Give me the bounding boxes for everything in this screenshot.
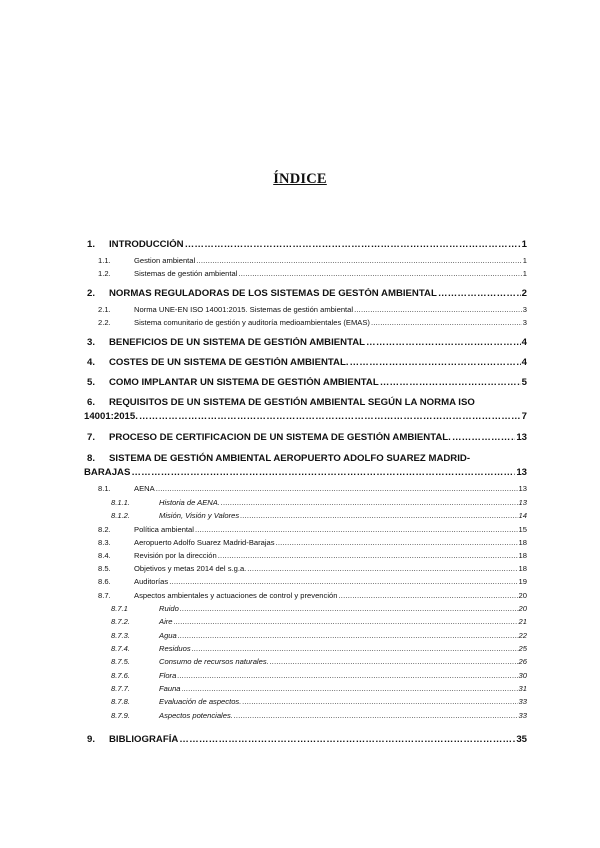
toc-entry-8-1-1[interactable] <box>87 498 527 510</box>
toc-leader <box>192 644 518 653</box>
toc-number: 2. <box>87 288 96 299</box>
toc-title: BENEFICIOS DE UN SISTEMA DE GESTIÓN AMBIENTAL <box>109 337 366 348</box>
toc-number: 3. <box>87 337 96 348</box>
toc-entry-6-line2[interactable] <box>84 411 527 425</box>
toc-leader <box>182 684 518 693</box>
toc-number: 9. <box>87 734 96 745</box>
toc-number: 8.7.2. <box>111 617 130 626</box>
toc-number: 1.2. <box>98 269 111 278</box>
toc-entry-8-7-7[interactable] <box>87 684 527 696</box>
toc-leader <box>240 511 517 520</box>
toc-entry-8-4[interactable] <box>87 551 527 563</box>
toc-leader <box>242 697 517 706</box>
toc-number: 1. <box>87 239 96 250</box>
toc-title: AENA <box>134 484 155 493</box>
toc-entry-3[interactable] <box>87 337 527 351</box>
toc-title: Ruido <box>159 604 179 613</box>
toc-entry-2-2[interactable] <box>87 318 527 330</box>
toc-number: 8.1.2. <box>111 511 130 520</box>
toc-title: INTRODUCCIÓN <box>109 239 184 250</box>
toc-page: 5 <box>521 377 527 388</box>
toc-number: 7. <box>87 432 96 443</box>
toc-page: 4 <box>521 357 527 368</box>
toc-leader <box>380 377 521 388</box>
toc-entry-8-7[interactable] <box>87 591 527 603</box>
toc-number: 8.1. <box>98 484 111 493</box>
toc-page: 13 <box>518 484 527 493</box>
toc-title: Fauna <box>159 684 181 693</box>
toc-number: 8. <box>87 453 96 464</box>
toc-number: 8.7.1 <box>111 604 128 613</box>
toc-title: PROCESO DE CERTIFICACION DE UN SISTEMA DE GESTIÓN AMBIENTAL. <box>109 432 451 443</box>
toc-entry-8-1[interactable] <box>87 484 527 496</box>
toc-entry-8-7-4[interactable] <box>87 644 527 656</box>
toc-number: 8.7.7. <box>111 684 130 693</box>
toc-leader <box>438 288 521 299</box>
toc-number: 4. <box>87 357 96 368</box>
toc-leader <box>196 256 522 265</box>
toc-leader <box>131 467 515 478</box>
toc-entry-8-7-3[interactable] <box>87 631 527 643</box>
toc-page: 1 <box>521 239 527 250</box>
toc-page: 35 <box>516 734 527 745</box>
toc-leader <box>221 498 518 507</box>
toc-page: 14 <box>518 511 527 520</box>
toc-number: 8.4. <box>98 551 111 560</box>
toc-page: 20 <box>518 591 527 600</box>
toc-number: 8.7.9. <box>111 711 130 720</box>
toc-title: BIBLIOGRAFÍA <box>109 734 179 745</box>
toc-title: Agua <box>159 631 177 640</box>
toc-page: 1 <box>522 256 527 265</box>
toc-leader <box>178 631 518 640</box>
toc-page: 1 <box>522 269 527 278</box>
toc-title-continued: BARAJAS <box>84 467 131 478</box>
toc-entry-8-7-5[interactable] <box>87 657 527 669</box>
toc-page: 26 <box>518 657 527 666</box>
toc-leader <box>371 318 522 327</box>
page-title: ÍNDICE <box>273 171 327 187</box>
toc-title: Auditorías <box>134 577 169 586</box>
toc-entry-2[interactable] <box>87 288 527 302</box>
toc-page: 30 <box>518 671 527 680</box>
toc-title: Consumo de recursos naturales. <box>159 657 269 666</box>
toc-leader <box>180 604 518 613</box>
toc-title: NORMAS REGULADORAS DE LOS SISTEMAS DE GESTÓN AMBIENTAL <box>109 288 437 299</box>
toc-number: 1.1. <box>98 256 111 265</box>
toc-page: 2 <box>521 288 527 299</box>
toc-entry-8-7-1[interactable] <box>87 604 527 616</box>
toc-number: 8.7.4. <box>111 644 130 653</box>
toc-title: Aspectos potenciales. <box>159 711 233 720</box>
toc-entry-1-1[interactable] <box>87 256 527 268</box>
toc-number: 5. <box>87 377 96 388</box>
toc-title-continued: 14001:2015. <box>84 411 138 422</box>
toc-number: 8.3. <box>98 538 111 547</box>
toc-entry-5[interactable] <box>87 377 527 391</box>
toc-page: 3 <box>522 305 527 314</box>
toc-page: 18 <box>518 551 527 560</box>
toc-page: 4 <box>521 337 527 348</box>
toc-title: Historia de AENA. <box>159 498 220 507</box>
toc-page: 18 <box>518 538 527 547</box>
toc-entry-8-7-2[interactable] <box>87 617 527 629</box>
toc-entry-8-2[interactable] <box>87 525 527 537</box>
toc-title: COMO IMPLANTAR UN SISTEMA DE GESTIÓN AMBIENTAL <box>109 377 379 388</box>
toc-entry-2-1[interactable] <box>87 305 527 317</box>
toc-page: 3 <box>522 318 527 327</box>
toc-number: 8.7.5. <box>111 657 130 666</box>
toc-entry-9[interactable] <box>87 734 527 748</box>
toc-title: COSTES DE UN SISTEMA DE GESTIÓN AMBIENTAL. <box>109 357 349 368</box>
toc-page: 25 <box>518 644 527 653</box>
toc-leader <box>179 734 515 745</box>
toc-page: 15 <box>518 525 527 534</box>
toc-entry-8-6[interactable] <box>87 577 527 589</box>
toc-page: 21 <box>518 617 527 626</box>
toc-entry-8-5[interactable] <box>87 564 527 576</box>
toc-title: Gestion ambiental <box>134 256 196 265</box>
toc-title: Sistemas de gestión ambiental <box>134 269 238 278</box>
toc-leader <box>185 239 521 250</box>
toc-page: 19 <box>518 577 527 586</box>
toc-entry-1[interactable] <box>87 239 527 253</box>
toc-entry-8-7-6[interactable] <box>87 671 527 683</box>
toc-number: 8.7.3. <box>111 631 130 640</box>
toc-leader <box>218 551 518 560</box>
toc-leader <box>177 671 517 680</box>
toc-entry-7[interactable] <box>87 432 527 446</box>
toc-number: 6. <box>87 397 96 408</box>
toc-title: Evaluación de aspectos. <box>159 697 242 706</box>
toc-entry-8-7-9[interactable] <box>87 711 527 723</box>
toc-number: 8.6. <box>98 577 111 586</box>
toc-title: Flora <box>159 671 177 680</box>
toc-leader <box>350 357 521 368</box>
toc-entry-8-line2[interactable] <box>84 467 527 481</box>
toc-title: Política ambiental <box>134 525 194 534</box>
toc-title: Objetivos y metas 2014 del s.g.a. <box>134 564 247 573</box>
toc-page: 33 <box>518 697 527 706</box>
toc-page: 13 <box>516 432 527 443</box>
toc-leader <box>156 484 518 493</box>
toc-number: 2.1. <box>98 305 111 314</box>
toc-entry-8-line1[interactable] <box>87 453 527 464</box>
toc-title: Sistema comunitario de gestión y auditoría medioambientales (EMAS) <box>134 318 370 327</box>
toc-number: 8.1.1. <box>111 498 130 507</box>
toc-leader <box>338 591 517 600</box>
toc-title: Residuos <box>159 644 191 653</box>
toc-page: 7 <box>521 411 527 422</box>
toc-entry-8-1-2[interactable] <box>87 511 527 523</box>
toc-number: 8.5. <box>98 564 111 573</box>
toc-page: 22 <box>518 631 527 640</box>
toc-page: 31 <box>518 684 527 693</box>
toc-number: 8.7.8. <box>111 697 130 706</box>
toc-number: 8.7. <box>98 591 111 600</box>
toc-number: 2.2. <box>98 318 111 327</box>
toc-number: 8.7.6. <box>111 671 130 680</box>
toc-leader <box>354 305 522 314</box>
toc-title: Revisión por la dirección <box>134 551 217 560</box>
toc-leader <box>238 269 521 278</box>
toc-leader <box>169 577 517 586</box>
toc-entry-1-2[interactable] <box>87 269 527 281</box>
toc-entry-8-7-8[interactable] <box>87 697 527 709</box>
toc-page: 13 <box>516 467 527 478</box>
toc-leader <box>234 711 518 720</box>
toc-page: 18 <box>518 564 527 573</box>
toc-entry-6-line1[interactable] <box>87 397 527 408</box>
toc-leader <box>276 538 518 547</box>
toc-title: Aeropuerto Adolfo Suarez Madrid-Barajas <box>134 538 275 547</box>
toc-title: Misión, Visión y Valores <box>159 511 240 520</box>
toc-number: 8.2. <box>98 525 111 534</box>
toc-title: Aspectos ambientales y actuaciones de control y prevención <box>134 591 338 600</box>
toc-page: 20 <box>518 604 527 613</box>
toc-leader <box>366 337 521 348</box>
toc-title: Norma UNE-EN ISO 14001:2015. Sistemas de gestión ambiental <box>134 305 354 314</box>
toc-title: Aire <box>159 617 173 626</box>
toc-entry-4[interactable] <box>87 357 527 371</box>
toc-leader <box>452 432 515 443</box>
toc-leader <box>195 525 518 534</box>
toc-leader <box>174 617 518 626</box>
toc-title: REQUISITOS DE UN SISTEMA DE GESTIÓN AMBIENTAL SEGÚN LA NORMA ISO <box>109 397 475 408</box>
toc-page: 13 <box>518 498 527 507</box>
toc-leader <box>270 657 518 666</box>
toc-entry-8-3[interactable] <box>87 538 527 550</box>
toc-title: SISTEMA DE GESTIÓN AMBIENTAL AEROPUERTO ADOLFO SUAREZ MADRID- <box>109 453 471 464</box>
toc-leader <box>247 564 517 573</box>
toc-leader <box>139 411 521 422</box>
toc-page: 33 <box>518 711 527 720</box>
